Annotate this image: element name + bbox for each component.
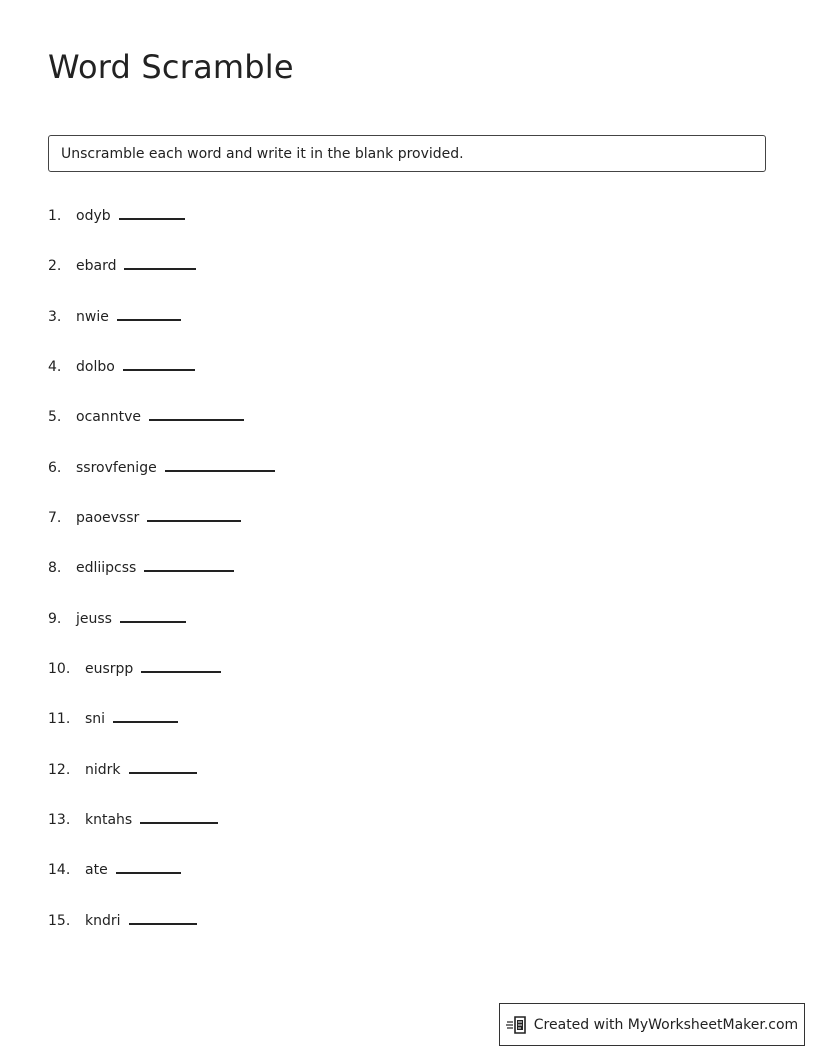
answer-blank[interactable] [117,319,181,321]
scrambled-word: nidrk [85,762,121,778]
answer-blank[interactable] [149,419,244,421]
question-number: 2. [48,258,62,274]
scrambled-word: ssrovfenige [76,460,157,476]
question-number: 15. [48,913,71,929]
answer-blank[interactable] [129,923,197,925]
question-number: 3. [48,309,62,325]
question-item [48,703,178,727]
question-item [48,250,196,274]
answer-blank[interactable] [144,570,234,572]
question-item [48,502,241,526]
scrambled-word: ocanntve [76,409,141,425]
question-number: 6. [48,460,62,476]
scrambled-word: nwie [76,309,109,325]
question-item [48,452,275,476]
question-item [48,552,234,576]
question-number: 4. [48,359,62,375]
scrambled-word: dolbo [76,359,115,375]
answer-blank[interactable] [123,369,195,371]
question-number: 12. [48,762,71,778]
scrambled-word: eusrpp [85,661,134,677]
scrambled-word: ebard [76,258,117,274]
answer-blank[interactable] [120,621,186,623]
question-number: 8. [48,560,62,576]
answer-blank[interactable] [116,872,181,874]
scrambled-word: jeuss [76,611,112,627]
question-number: 11. [48,711,71,727]
question-number: 7. [48,510,62,526]
question-item [48,351,195,375]
question-item [48,603,186,627]
question-item [48,854,181,878]
myworksheetmaker-logo-icon [506,1014,528,1036]
question-item [48,754,197,778]
scrambled-word: odyb [76,208,111,224]
scrambled-word: kndri [85,913,121,929]
scrambled-word: paoevssr [76,510,140,526]
answer-blank[interactable] [165,470,275,472]
question-item [48,301,181,325]
question-item [48,804,218,828]
answer-blank[interactable] [147,520,241,522]
answer-blank[interactable] [141,671,221,673]
instructions-box: Unscramble each word and write it in the blank provided. [48,135,766,172]
question-number: 10. [48,661,71,677]
footer-text: Created with MyWorksheetMaker.com [533,1016,799,1033]
question-item [48,401,244,425]
scrambled-word: edliipcss [76,560,137,576]
scrambled-word: ate [85,862,108,878]
question-item [48,905,197,929]
question-number: 5. [48,409,62,425]
question-number: 1. [48,208,62,224]
scrambled-word: kntahs [85,812,133,828]
answer-blank[interactable] [119,218,185,220]
answer-blank[interactable] [113,721,178,723]
question-number: 14. [48,862,71,878]
footer-credit[interactable] [499,1003,805,1046]
question-number: 9. [48,611,62,627]
question-number: 13. [48,812,71,828]
answer-blank[interactable] [140,822,218,824]
answer-blank[interactable] [124,268,196,270]
scrambled-word: sni [85,711,106,727]
question-item [48,200,185,224]
question-item [48,653,221,677]
page-title: Word Scramble [48,48,294,86]
answer-blank[interactable] [129,772,197,774]
